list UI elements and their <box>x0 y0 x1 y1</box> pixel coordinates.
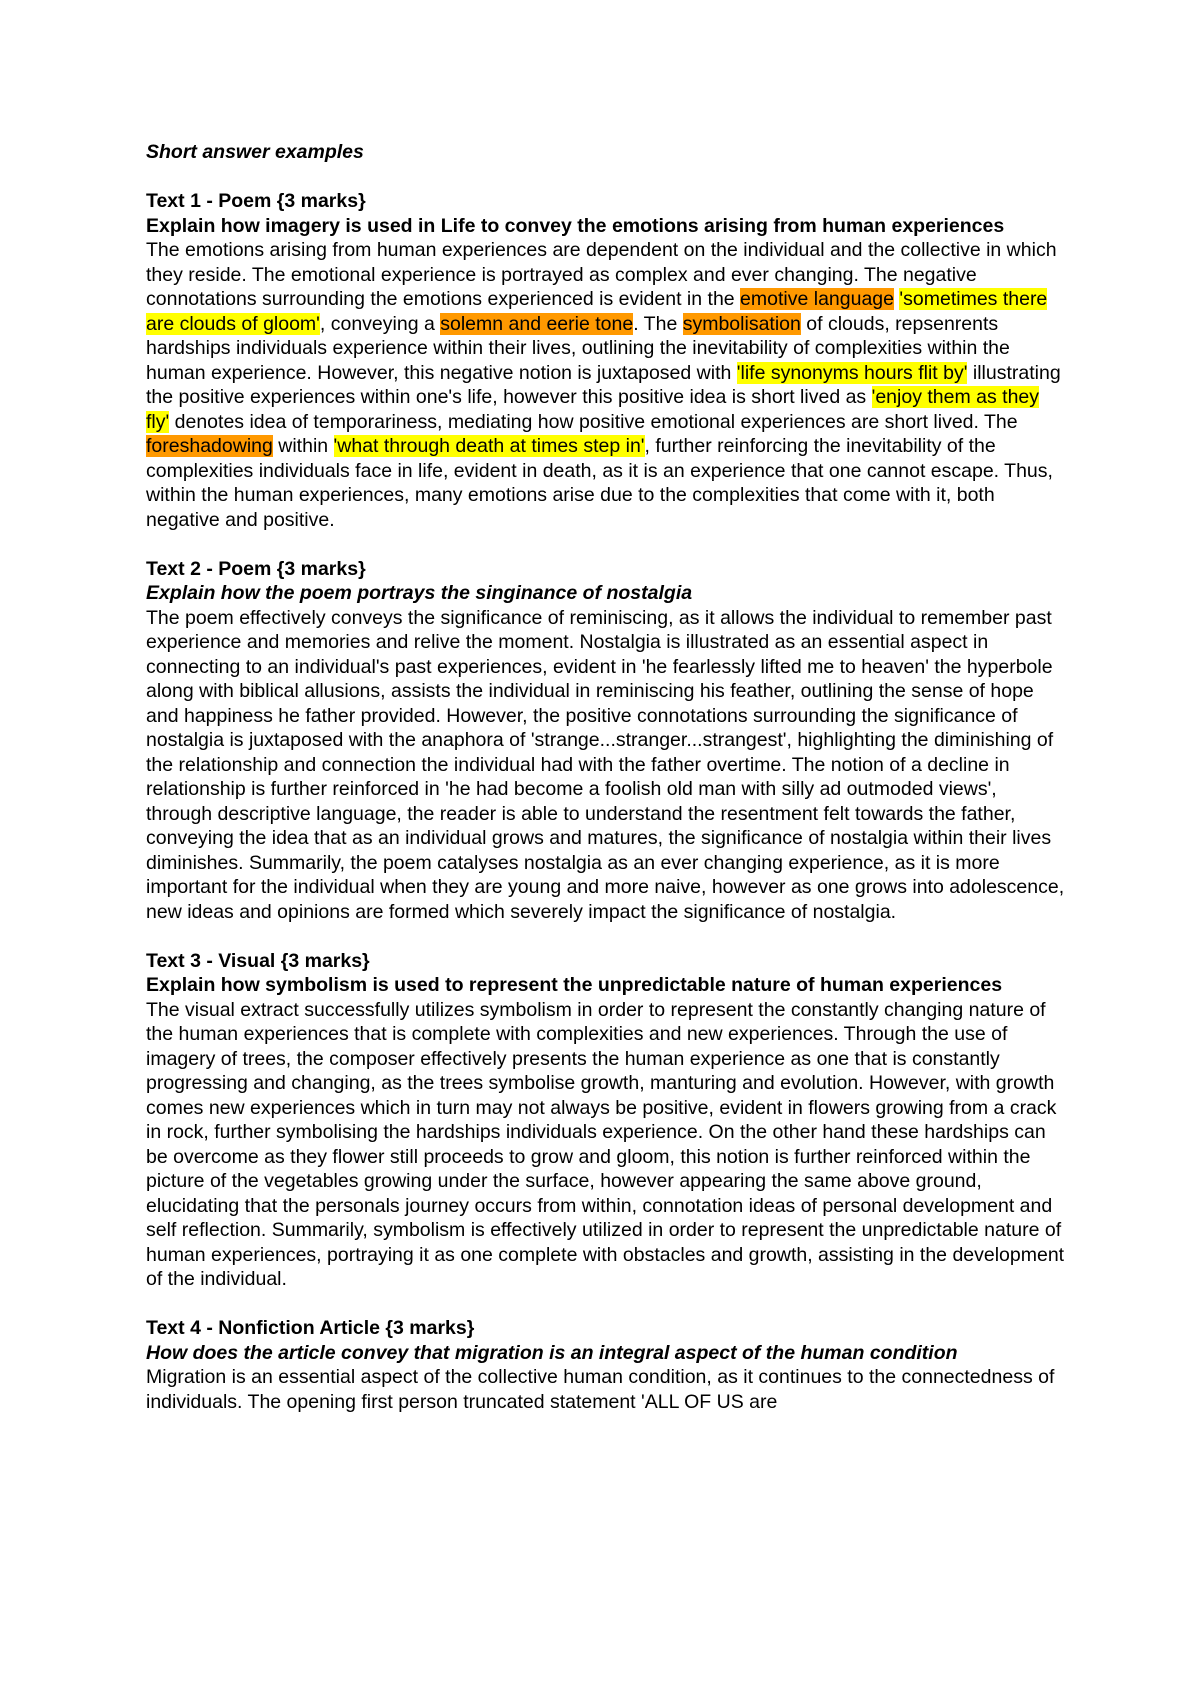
highlighted-text: 'what through death at times step in' <box>333 435 645 457</box>
section-question: Explain how symbolism is used to represent the unpredictable nature of human experiences <box>146 974 1003 996</box>
section-question: Explain how imagery is used in Life to convey the emotions arising from human experiences <box>146 214 1005 237</box>
section-answer <box>146 998 1066 1292</box>
section-text-2 <box>146 557 1066 925</box>
section-question: How does the article convey that migration is an integral aspect of the human condition <box>146 1341 958 1364</box>
answer-text: The emotions arising from human experiences are dependent on the individual and the collective in which they reside. The emotional experience is portrayed as complex and ever changing. The negative connotations surrounding the emotions experienced is evident in the <box>146 239 1057 310</box>
document-page <box>146 140 1066 1439</box>
answer-text: The visual extract successfully utilizes symbolism in order to represent the constantly changing nature of the human experiences that is complete with complexities and new experiences. Through the use of imagery of trees, the composer effectively presents the human experience as one that is constantly progressing and changing, as the trees symbolise growth, manturing and evolution. However, with growth comes new experiences which in turn may not always be positive, evident in flowers growing from a crack in rock, further symbolising the hardships individuals experience. On the other hand these hardships can be overcome as they flower still proceeds to grow and gloom, this notion is further reinforced within the picture of the vegetables growing under the surface, however appearing the same above ground, elucidating that the personals journey occurs from within, connotation ideas of personal development and self reflection. Summarily, symbolism is effectively utilized in order to represent the unpredictable nature of human experiences, portraying it as one complete with obstacles and growth, assisting in the development of the individual. <box>146 998 1065 1290</box>
highlighted-text: 'sometimes there are clouds of gloom' <box>146 288 1048 335</box>
answer-text: within <box>272 435 334 457</box>
highlighted-text: 'life synonyms hours flit by' <box>736 361 968 384</box>
answer-text: The poem effectively conveys the significance of reminiscing, as it allows the individual to remember past experience and memories and relive the moment. Nostalgia is illustrated as an essential aspect in connecting to an individual's past experiences, evident in 'he fearlessly lifted me to heaven' the hyperbole along with biblical allusions, assists the individual in reminiscing his feather, outlining the sense of hope and happiness he father provided. However, the positive connotations surrounding the significance of nostalgia is juxtaposed with the anaphora of 'strange...stranger...strangest', highlighting the diminishing of the relationship and connection the individual had with the father overtime. The notion of a decline in relationship is further reinforced in 'he had become a foolish old man with silly ad outmoded views', through descriptive language, the reader is able to understand the resentment felt towards the father, conveying the idea that as an individual grows and matures, the significance of nostalgia within their lives diminishes. Summarily, the poem catalyses nostalgia as an ever changing experience, as it is more important for the individual when they are young and more naive, however as one grows into adolescence, new ideas and opinions are formed which severely impact the significance of nostalgia. <box>146 606 1065 923</box>
answer-text: denotes idea of temporariness, mediating how positive emotional experiences are short lived. The <box>169 410 1018 433</box>
answer-text: , further reinforcing the inevitability of the complexities individuals face in life, evident in death, as it is an experience that one cannot escape. Thus, within the human experiences, many emotions arise due to the complexities that come with it, both negative and positive. <box>146 435 1053 531</box>
section-answer <box>146 606 1066 925</box>
section-text-3 <box>146 949 1066 1292</box>
section-heading: Text 4 - Nonfiction Article {3 marks} <box>146 1317 475 1339</box>
document-title: Short answer examples <box>146 141 364 163</box>
answer-text: illustrating the positive experiences within one's life, however this positive idea is short lived as <box>146 361 1061 408</box>
highlighted-text: symbolisation <box>682 312 801 335</box>
section-text-1 <box>146 189 1066 532</box>
section-heading: Text 1 - Poem {3 marks} <box>146 190 366 212</box>
section-answer <box>146 238 1066 532</box>
answer-text: . The <box>633 312 683 335</box>
section-question: Explain how the poem portrays the singinance of nostalgia <box>146 582 693 604</box>
answer-text: of clouds, repsenrents hardships individuals experience within their lives, outlining the inevitability of complexities within the human experience. However, this negative notion is juxtaposed with <box>146 312 1010 384</box>
highlighted-text: emotive language <box>740 288 894 310</box>
highlighted-text: 'enjoy them as they fly' <box>146 386 1040 433</box>
section-text-4 <box>146 1316 1066 1414</box>
section-heading: Text 2 - Poem {3 marks} <box>146 557 366 580</box>
answer-text: Migration is an essential aspect of the collective human condition, as it continues to the connectedness of individuals. The opening first person truncated statement 'ALL OF US are <box>146 1366 1055 1413</box>
highlighted-text: foreshadowing <box>146 435 273 457</box>
highlighted-text: solemn and eerie tone <box>440 312 634 335</box>
answer-text: , conveying a <box>319 312 441 335</box>
section-answer <box>146 1365 1066 1414</box>
section-heading: Text 3 - Visual {3 marks} <box>146 949 370 972</box>
